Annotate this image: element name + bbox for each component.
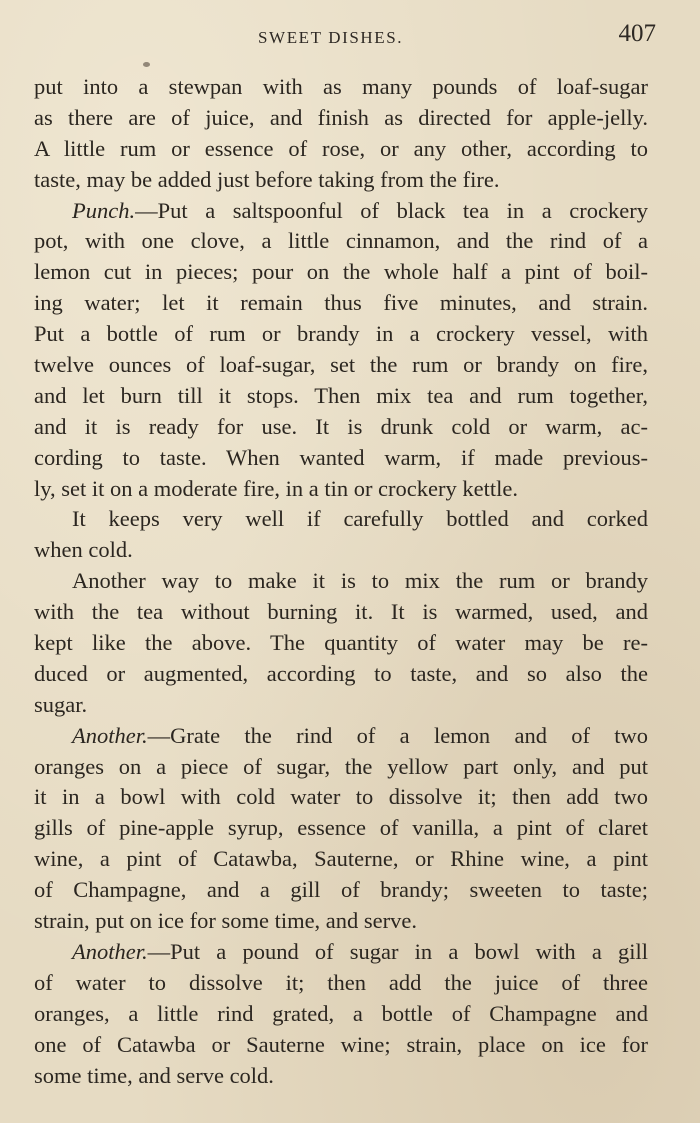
body-text bbox=[34, 72, 648, 1091]
text-line: some time, and serve cold. bbox=[34, 1062, 274, 1088]
page-number: 407 bbox=[618, 20, 656, 47]
text-line-rest: —Grate the rind of a lemon and of two bbox=[147, 722, 648, 748]
text-line: of Champagne, and a gill of brandy; sweeten to taste; bbox=[34, 877, 648, 903]
text-line bbox=[34, 196, 648, 227]
text-line: gills of pine-apple syrup, essence of vanilla, a pint of claret bbox=[34, 815, 648, 841]
text-line-rest: —Put a pound of sugar in a bowl with a gill bbox=[147, 938, 648, 964]
text-line: duced or augmented, according to taste, and so also the bbox=[34, 660, 648, 686]
text-line: as there are of juice, and finish as directed for apple-jelly. bbox=[34, 104, 648, 130]
text-line: cording to taste. When wanted warm, if made previous- bbox=[34, 444, 648, 470]
text-line: Another way to make it is to mix the rum or brandy bbox=[72, 568, 648, 594]
text-line bbox=[34, 937, 648, 968]
text-line: and it is ready for use. It is drunk cold or warm, ac- bbox=[34, 413, 648, 439]
text-line bbox=[34, 721, 648, 752]
text-line-rest: —Put a saltspoonful of black tea in a crockery bbox=[135, 197, 648, 223]
text-line: put into a stewpan with as many pounds of loaf-sugar bbox=[34, 74, 648, 99]
ink-speck bbox=[143, 62, 150, 67]
recipe-title: Another. bbox=[72, 938, 148, 964]
text-line: Put a bottle of rum or brandy in a crockery vessel, with bbox=[34, 321, 648, 347]
text-line: It keeps very well if carefully bottled and corked bbox=[72, 506, 648, 532]
text-line: twelve ounces of loaf-sugar, set the rum or brandy on fire, bbox=[34, 352, 648, 378]
text-line: oranges on a piece of sugar, the yellow part only, and put bbox=[34, 753, 648, 779]
text-line: it in a bowl with cold water to dissolve it; then add two bbox=[34, 784, 648, 810]
text-line: one of Catawba or Sauterne wine; strain, place on ice for bbox=[34, 1031, 648, 1057]
text-line: and let burn till it stops. Then mix tea and rum together, bbox=[34, 382, 648, 408]
text-line: when cold. bbox=[34, 537, 133, 563]
text-line: kept like the above. The quantity of water may be re- bbox=[34, 630, 648, 656]
text-line: strain, put on ice for some time, and serve. bbox=[34, 908, 418, 934]
text-line: wine, a pint of Catawba, Sauterne, or Rhine wine, a pint bbox=[34, 846, 648, 872]
text-line: with the tea without burning it. It is warmed, used, and bbox=[34, 599, 648, 625]
text-line: ly, set it on a moderate fire, in a tin or crockery kettle. bbox=[34, 475, 518, 501]
recipe-title: Another. bbox=[72, 722, 148, 748]
text-line: ing water; let it remain thus five minutes, and strain. bbox=[34, 290, 648, 316]
text-line: pot, with one clove, a little cinnamon, and the rind of a bbox=[34, 228, 648, 254]
running-title: SWEET DISHES. bbox=[258, 28, 404, 47]
text-line: oranges, a little rind grated, a bottle of Champagne and bbox=[34, 1000, 648, 1026]
recipe-title: Punch. bbox=[72, 197, 136, 223]
text-line: of water to dissolve it; then add the juice of three bbox=[34, 969, 648, 995]
text-line: A little rum or essence of rose, or any other, according to bbox=[34, 135, 648, 161]
text-line: lemon cut in pieces; pour on the whole half a pint of boil- bbox=[34, 259, 648, 285]
running-head bbox=[0, 20, 700, 52]
text-line: sugar. bbox=[34, 691, 88, 717]
text-line: taste, may be added just before taking from the fire. bbox=[34, 166, 500, 192]
